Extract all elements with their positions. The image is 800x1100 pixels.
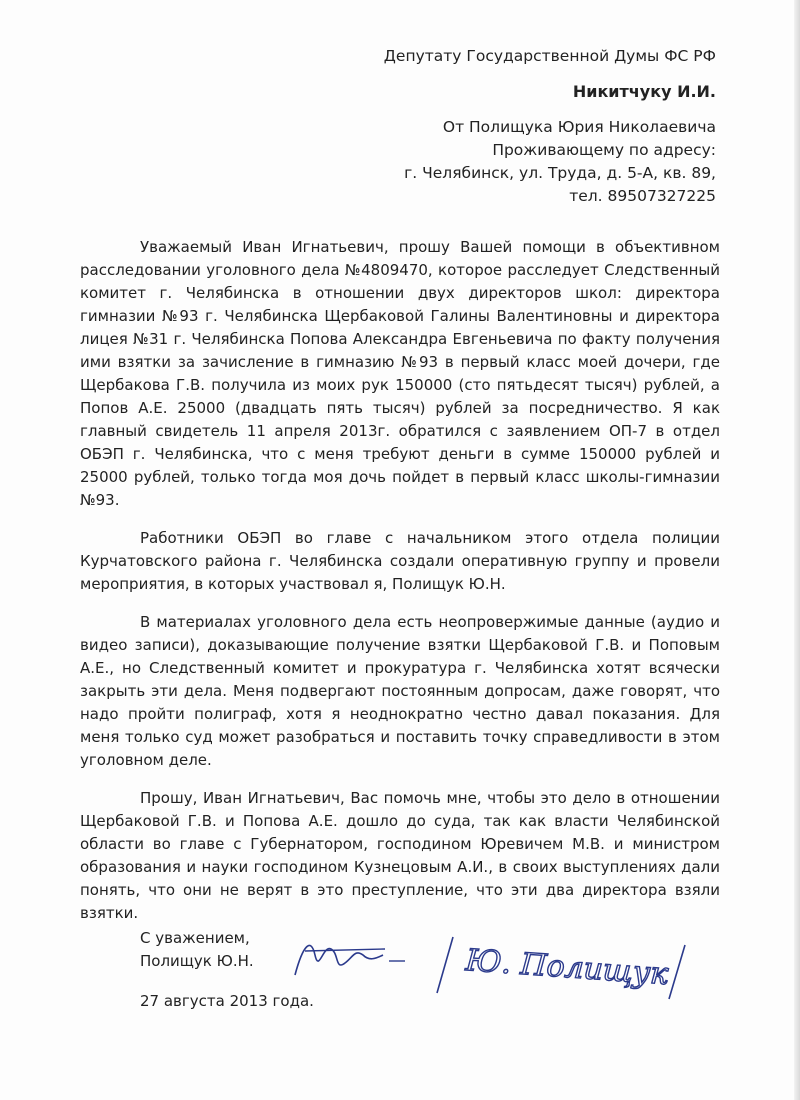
closing-name: Полищук Ю.Н. bbox=[140, 952, 254, 970]
body-paragraph: Уважаемый Иван Игнатьевич, прошу Вашей помощи в объективном расследовании уголовного дела №4809470, которое расследует Следственный комитет г. Челябинска в отношении двух директоров школ: директора гимназии №93 г. Челябинска Щербаковой Галины Валентиновны и директора лицея №31 г. Челябинска Попова Александра Евгеньевича по факту получения ими взятки за зачисление в гимназию №93 в первый класс моей дочери, где Щербакова Г.В. получила из моих рук 150000 (сто пятьдесят тысяч) рублей, а Попов А.Е. 25000 (двадцать пять тысяч) рублей за посредничество. Я как главный свидетель 11 апреля 2013г. обратился с заявлением ОП-7 в отдел ОБЭП г. Челябинска, что с меня требуют деньги в сумме 150000 рублей и 25000 рублей, только тогда моя дочь пойдет в первый класс школы-гимназии №93. bbox=[80, 238, 720, 509]
letter-header bbox=[384, 44, 716, 208]
sender-address: г. Челябинск, ул. Труда, д. 5-А, кв. 89, bbox=[404, 164, 716, 182]
body-paragraph: В материалах уголовного дела есть неопровержимые данные (аудио и видео записи), доказывающие получение взятки Щербаковой Г.В. и Поповым А.Е., но Следственный комитет и прокуратура г. Челябинска хотят всячески закрыть эти дела. Меня подвергают постоянным допросам, даже говорят, что надо пройти полиграф, хотя я неоднократно честно давал показания. Для меня только суд может разобраться и поставить точку справедливости в этом уголовном деле. bbox=[80, 613, 720, 769]
scan-edge-shadow bbox=[794, 0, 800, 1100]
recipient-name: Никитчуку И.И. bbox=[572, 82, 716, 101]
sender-line: От Полищука Юрия Николаевича bbox=[442, 118, 716, 136]
closing-block bbox=[140, 927, 254, 973]
sender-phone: тел. 89507327225 bbox=[569, 187, 716, 205]
body-paragraph: Прошу, Иван Игнатьевич, Вас помочь мне, чтобы это дело в отношении Щербаковой Г.В. и Попова А.Е. дошло до суда, так как власти Челябинской области во главе с Губернатором, господином Юревичем М.В. и министром образования и науки господином Кузнецовым А.И., в своих выступлениях дали понять, что они не верят в это преступление, что эти два директора взяли взятки. bbox=[80, 789, 720, 922]
closing-regards: С уважением, bbox=[140, 929, 250, 947]
body-paragraph: Работники ОБЭП во главе с начальником этого отдела полиции Курчатовского района г. Челябинска создали оперативную группу и провели мероприятия, в которых участвовал я, Полищук Ю.Н. bbox=[80, 529, 720, 593]
handwritten-signature bbox=[285, 915, 705, 1005]
letter-body bbox=[80, 236, 720, 940]
letter-date: 27 августа 2013 года. bbox=[140, 992, 314, 1010]
svg-text:Ю. Полищук: Ю. Полищук bbox=[464, 943, 670, 993]
recipient-title: Депутату Государственной Думы ФС РФ bbox=[383, 47, 716, 65]
sender-address-label: Проживающему по адресу: bbox=[492, 141, 716, 159]
signature-drawing bbox=[285, 915, 705, 1005]
